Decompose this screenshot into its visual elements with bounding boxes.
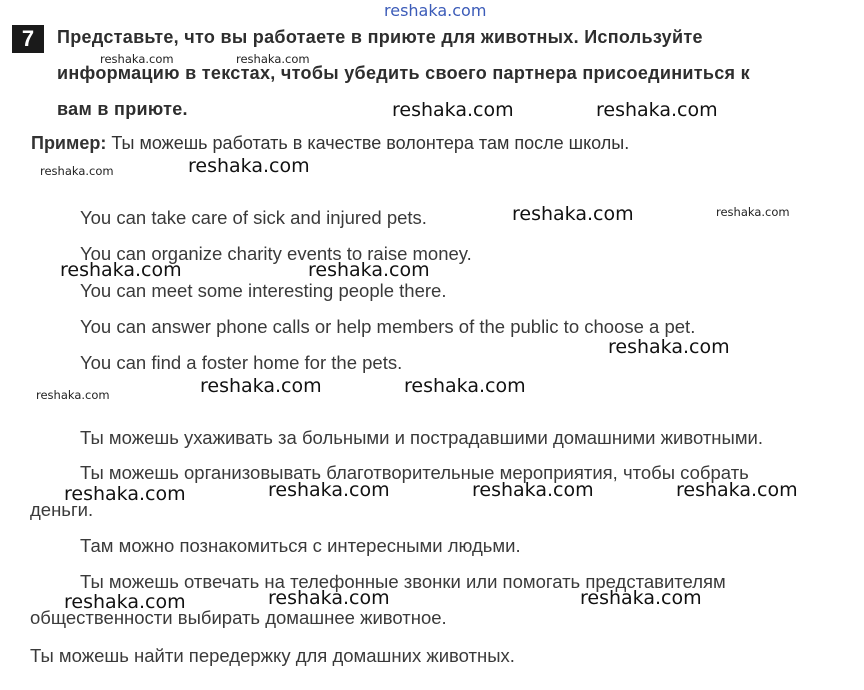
watermark-small: reshaka.com	[236, 52, 310, 66]
task-instruction-line-3: вам в приюте.	[57, 99, 188, 119]
task-instruction-line-1: Представьте, что вы работаете в приюте для животных. Используйте	[57, 27, 703, 47]
example-line	[31, 133, 629, 154]
watermark-large: reshaka.com	[608, 336, 730, 358]
watermark-small: reshaka.com	[716, 205, 790, 219]
english-line-4: You can answer phone calls or help members of the public to choose a pet.	[80, 316, 696, 337]
watermark-large: reshaka.com	[64, 483, 186, 505]
watermark-large: reshaka.com	[268, 587, 390, 609]
english-line-2: You can organize charity events to raise money.	[80, 243, 472, 264]
watermark-large: reshaka.com	[188, 155, 310, 177]
watermark-large: reshaka.com	[60, 259, 182, 281]
russian-line-5: Ты можешь найти передержку для домашних животных.	[30, 645, 515, 666]
watermark-large: reshaka.com	[472, 479, 594, 501]
watermark-large: reshaka.com	[596, 99, 718, 121]
watermark-large: reshaka.com	[676, 479, 798, 501]
watermark-large: reshaka.com	[308, 259, 430, 281]
watermark-small: reshaka.com	[100, 52, 174, 66]
russian-line-4-continued: общественности выбирать домашнее животное.	[30, 607, 447, 628]
task-number-badge: 7	[12, 25, 44, 53]
russian-line-2: Ты можешь организовывать благотворительные мероприятия, чтобы собрать	[80, 462, 749, 483]
english-line-5: You can find a foster home for the pets.	[80, 352, 403, 373]
watermark-large: reshaka.com	[404, 375, 526, 397]
watermark-small: reshaka.com	[36, 388, 110, 402]
watermark-small: reshaka.com	[40, 164, 114, 178]
watermark-large: reshaka.com	[268, 479, 390, 501]
watermark-large: reshaka.com	[200, 375, 322, 397]
russian-line-4: Ты можешь отвечать на телефонные звонки или помогать представителям	[80, 571, 726, 592]
russian-line-1: Ты можешь ухаживать за больными и пострадавшими домашними животными.	[80, 427, 764, 448]
watermark-large: reshaka.com	[512, 203, 634, 225]
english-line-3: You can meet some interesting people there.	[80, 280, 447, 301]
russian-line-2-continued: деньги.	[30, 499, 94, 520]
example-label: Пример:	[31, 133, 107, 153]
watermark-large: reshaka.com	[580, 587, 702, 609]
site-header-watermark: reshaka.com	[384, 1, 487, 20]
russian-line-3: Там можно познакомиться с интересными людьми.	[80, 535, 521, 556]
example-text: Ты можешь работать в качестве волонтера там после школы.	[111, 133, 630, 153]
english-line-1: You can take care of sick and injured pets.	[80, 207, 427, 228]
watermark-large: reshaka.com	[392, 99, 514, 121]
watermark-large: reshaka.com	[64, 591, 186, 613]
task-instruction-line-2: информацию в текстах, чтобы убедить своего партнера присоединиться к	[57, 63, 750, 83]
